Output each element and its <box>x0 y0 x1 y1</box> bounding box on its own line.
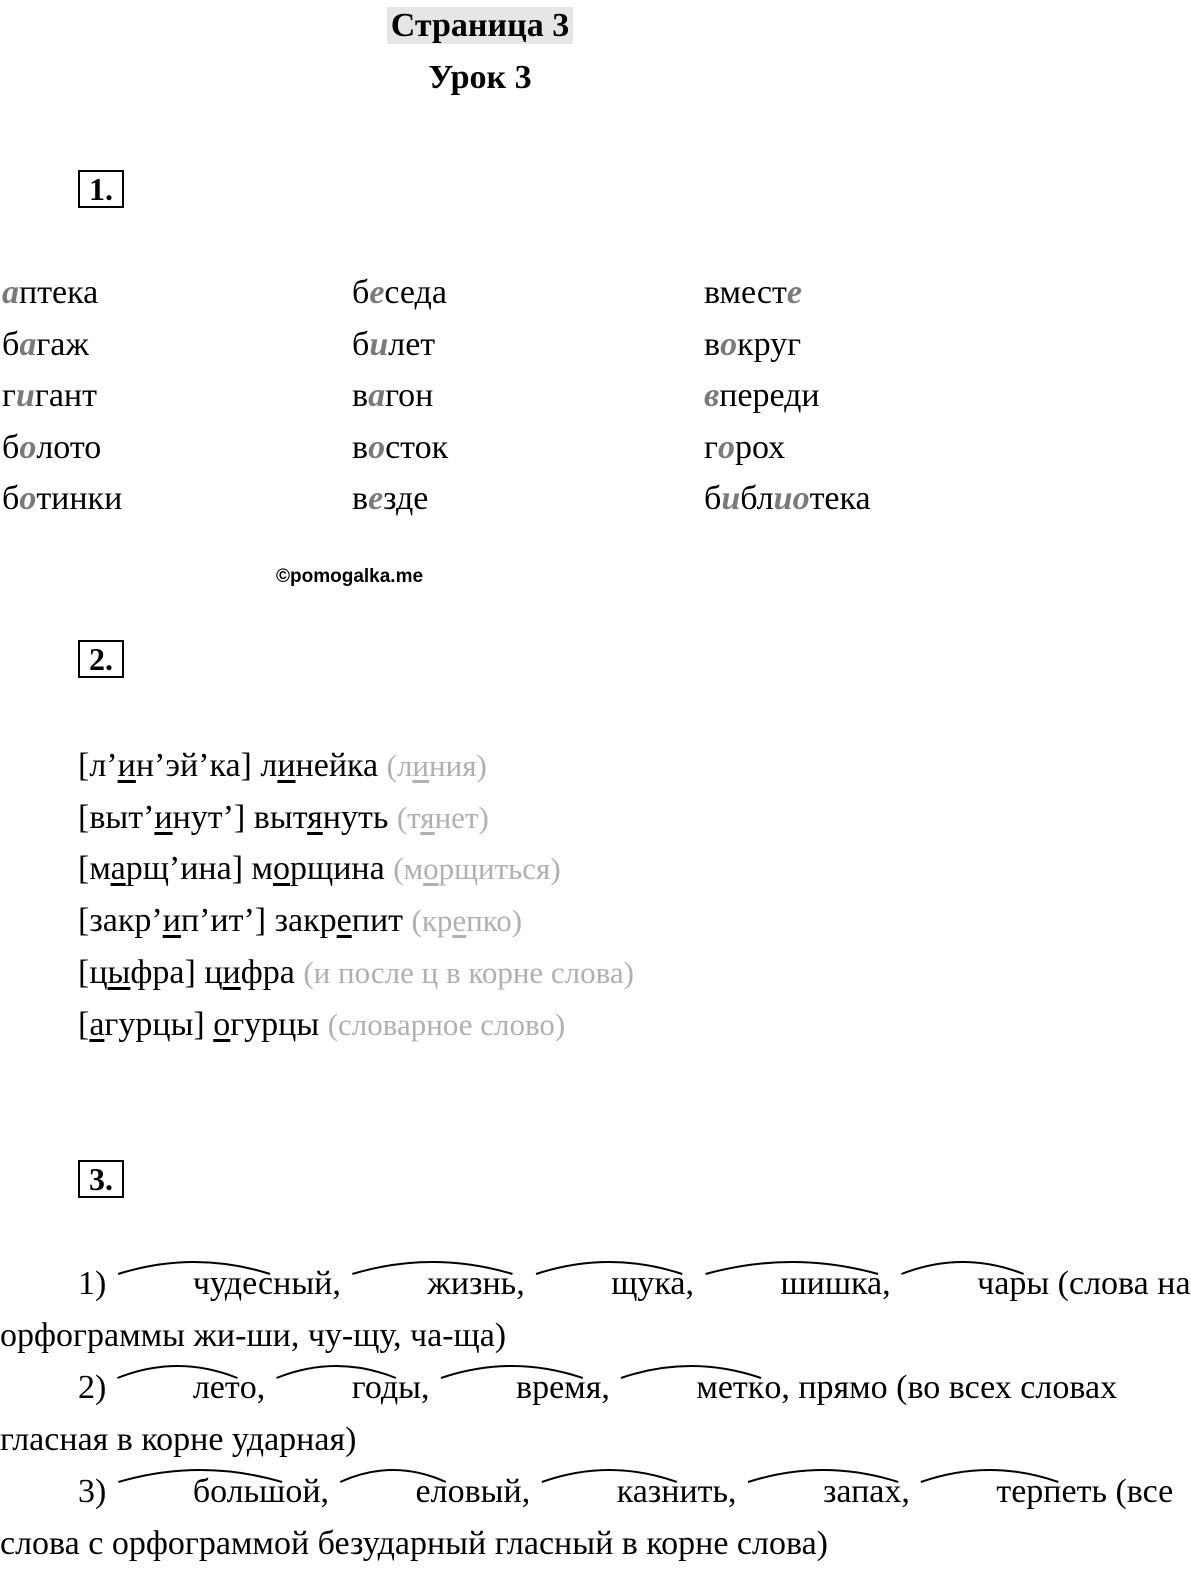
arc-mark <box>438 1360 586 1380</box>
transcription-line <box>78 740 634 792</box>
word-part: бл <box>740 480 774 517</box>
underlined-letter: е <box>336 902 352 940</box>
word-part: зде <box>383 480 429 517</box>
root-arc <box>702 1258 882 1310</box>
word-part: г <box>2 377 16 414</box>
word-part: в <box>352 480 369 517</box>
hint-text: я <box>420 799 435 835</box>
vowel-highlight: а <box>2 274 19 311</box>
line-text: фра] ц <box>130 953 223 991</box>
root-text: шишка <box>780 1265 883 1302</box>
hint-text: (кр <box>411 903 453 939</box>
underlined-letter: о <box>273 850 291 888</box>
word-part: лото <box>36 428 102 466</box>
root-arc <box>115 1258 273 1310</box>
vowel-highlight: а <box>19 325 37 363</box>
vowel-highlight: е <box>786 274 802 311</box>
underlined-letter: я <box>307 798 323 836</box>
paragraph-text: 1) <box>78 1265 115 1302</box>
word-item <box>704 370 871 422</box>
underlined-letter: и <box>277 747 296 784</box>
root-arc <box>539 1466 680 1518</box>
vowel-highlight: о <box>792 480 810 517</box>
root-arc <box>274 1362 398 1414</box>
underlined-letter: ы <box>107 953 131 991</box>
word-item <box>2 422 122 474</box>
paragraph-text: , <box>901 1473 919 1510</box>
paragraph-first-line <box>0 1466 1174 1518</box>
vowel-highlight: е <box>369 274 385 311</box>
transcription-line <box>78 947 634 999</box>
arc-mark <box>338 1464 448 1484</box>
hint-text: (т <box>396 799 421 835</box>
word-part: в <box>704 325 721 363</box>
root-text: чар <box>977 1265 1027 1302</box>
word-part: птека <box>19 274 99 311</box>
word-part: б <box>352 325 370 363</box>
word-item <box>704 422 871 474</box>
word-part: тинки <box>36 480 123 517</box>
root-text: метк <box>696 1369 765 1406</box>
root-text: ел <box>415 1473 448 1510</box>
word-part: гон <box>385 377 434 414</box>
root-text: врем <box>516 1369 586 1406</box>
transcription-list <box>78 740 634 1050</box>
root-text: казн <box>616 1473 680 1510</box>
underlined-letter: а <box>89 1005 105 1043</box>
vowel-highlight: о <box>717 428 735 466</box>
vowel-highlight: в <box>704 377 720 414</box>
word-part: г <box>704 428 718 466</box>
line-text: пит <box>351 902 412 940</box>
arc-mark <box>274 1360 398 1380</box>
arc-mark <box>533 1256 685 1276</box>
root-text: запах <box>823 1473 902 1510</box>
vowel-highlight: о <box>19 428 37 466</box>
word-part: круг <box>737 325 802 363</box>
arc-mark <box>539 1464 680 1484</box>
paragraph-text: ой, <box>285 1473 338 1510</box>
vowel-highlight: о <box>19 480 37 517</box>
line-text: гурцы] <box>104 1005 214 1043</box>
underlined-letter: о <box>213 1005 231 1043</box>
paragraph-text: еть (все <box>1061 1473 1174 1510</box>
root-arc <box>438 1362 586 1414</box>
transcription-line <box>78 895 634 947</box>
line-text: [закр’ <box>78 902 163 940</box>
root-text: больш <box>192 1473 286 1510</box>
line-text: [л’ <box>78 747 118 784</box>
word-part: в <box>352 428 369 466</box>
line-text: рщина <box>290 850 394 888</box>
hint-text: рщиться) <box>438 851 561 887</box>
word-column-1 <box>2 267 122 525</box>
paragraph-text: ы (слова на <box>1026 1265 1191 1302</box>
hint-text: е <box>452 903 467 939</box>
arc-mark <box>702 1256 882 1276</box>
word-item <box>2 370 122 422</box>
root-arc <box>349 1258 516 1310</box>
word-item <box>352 319 448 371</box>
lesson-title: Урок 3 <box>428 59 532 96</box>
word-part: лет <box>388 325 436 363</box>
paragraph-text: ить, <box>679 1473 745 1510</box>
root-arc <box>115 1466 286 1518</box>
word-part: переди <box>719 377 820 414</box>
word-item <box>2 319 122 371</box>
arc-mark <box>745 1464 901 1484</box>
word-item <box>352 370 448 422</box>
root-arc <box>338 1466 448 1518</box>
arc-mark <box>618 1360 764 1380</box>
hint-text: ния) <box>429 748 487 783</box>
line-text: нут’] выт <box>172 798 308 836</box>
underlined-letter: а <box>110 850 126 888</box>
paragraph-text: , <box>516 1265 534 1302</box>
word-item <box>352 422 448 474</box>
paragraph-text: ы, <box>398 1369 439 1406</box>
paragraph-text: , <box>882 1265 900 1302</box>
word-part: б <box>704 480 722 517</box>
arc-mark <box>115 1464 286 1484</box>
root-text: жизнь <box>427 1265 517 1302</box>
vowel-highlight: и <box>773 480 793 517</box>
root-arc <box>745 1466 901 1518</box>
paragraph-text: ный, <box>273 1265 350 1302</box>
line-text: фра <box>240 953 304 991</box>
word-item <box>352 473 448 525</box>
root-arc <box>918 1466 1061 1518</box>
hint-text: (м <box>393 851 424 887</box>
word-item <box>704 473 871 525</box>
hint-text: пко) <box>466 903 523 939</box>
word-part: рох <box>734 428 786 466</box>
arc-mark <box>115 1256 273 1276</box>
line-text: [ <box>78 1005 90 1043</box>
paragraph-continuation: слова с орфограммой безударный гласный в корне слова) <box>0 1525 829 1562</box>
transcription-line <box>78 792 634 844</box>
word-item <box>2 473 122 525</box>
transcription-line <box>78 843 634 895</box>
word-column-3 <box>704 267 871 525</box>
paragraph-text: овый, <box>447 1473 539 1510</box>
paragraph-text: о, прямо (во всех словах <box>764 1369 1118 1406</box>
word-item <box>352 267 448 319</box>
word-part: тека <box>809 480 871 517</box>
root-arc <box>618 1362 764 1414</box>
word-part: б <box>2 428 20 466</box>
line-text: п’ит’] закр <box>180 902 337 940</box>
word-part: б <box>2 480 20 517</box>
root-arc <box>115 1362 240 1414</box>
page-title <box>0 4 960 48</box>
line-text: н’эй’ка] л <box>135 747 278 784</box>
arc-mark <box>918 1464 1061 1484</box>
line-text: [ц <box>78 953 108 991</box>
root-arc <box>899 1258 1026 1310</box>
hint-text: и <box>412 748 430 783</box>
paragraph-text: я, <box>585 1369 619 1406</box>
word-part: гаж <box>36 325 89 363</box>
hint-text: (словарное слово) <box>327 1006 566 1042</box>
underlined-letter: и <box>222 953 241 991</box>
task-3-number: 3. <box>78 1160 124 1198</box>
line-text: гурцы <box>230 1005 328 1043</box>
paragraph-continuation: орфограммы жи-ши, чу-щу, ча-ща) <box>0 1317 507 1354</box>
word-part: вмест <box>704 274 787 311</box>
paragraph-first-line <box>0 1362 1118 1414</box>
arc-mark <box>899 1256 1026 1276</box>
paragraph-first-line <box>0 1258 1191 1310</box>
vowel-highlight: о <box>720 325 738 363</box>
paragraph-continuation: гласная в корне ударная) <box>0 1421 357 1458</box>
underlined-letter: и <box>154 798 173 836</box>
line-text: нуть <box>322 798 397 836</box>
hint-text: о <box>423 851 439 887</box>
paragraph-text: 2) <box>78 1369 115 1406</box>
vowel-highlight: и <box>721 480 741 517</box>
word-item <box>704 319 871 371</box>
word-part: седа <box>384 274 447 311</box>
task-2-number: 2. <box>78 640 124 678</box>
root-text: щука <box>611 1265 686 1302</box>
word-item <box>2 267 122 319</box>
line-text: нейка <box>295 747 387 784</box>
hint-text: нет) <box>434 799 489 835</box>
hint-text: (л <box>386 748 413 783</box>
root-text: лет <box>192 1369 240 1406</box>
line-text: рщ’ина] м <box>125 850 274 888</box>
underlined-letter: и <box>162 902 181 940</box>
vowel-highlight: и <box>15 377 35 414</box>
vowel-highlight: е <box>368 480 384 517</box>
word-part: гант <box>34 377 97 414</box>
watermark: ©pomogalka.me <box>276 566 424 587</box>
root-text: чудес <box>192 1265 274 1302</box>
line-text: [выт’ <box>78 798 155 836</box>
hint-text: (и после ц в корне слова) <box>303 954 634 990</box>
word-part: б <box>352 274 370 311</box>
root-arc <box>533 1258 685 1310</box>
vowel-highlight: а <box>368 377 386 414</box>
arc-mark <box>349 1256 516 1276</box>
root-text: терп <box>996 1473 1062 1510</box>
transcription-line <box>78 999 634 1051</box>
paragraph-text: о, <box>239 1369 274 1406</box>
page-title-text: Страница 3 <box>387 7 573 44</box>
paragraph-text: , <box>685 1265 703 1302</box>
line-text: [м <box>78 850 111 888</box>
word-item <box>704 267 871 319</box>
arc-mark <box>115 1360 240 1380</box>
root-paragraphs <box>0 1258 1191 1570</box>
vowel-highlight: о <box>368 428 386 466</box>
word-part: сток <box>385 428 449 466</box>
word-part: б <box>2 325 20 363</box>
vowel-highlight: и <box>369 325 389 363</box>
task-1-number: 1. <box>78 170 124 208</box>
word-column-2 <box>352 267 448 525</box>
root-text: год <box>351 1369 399 1406</box>
paragraph-text: 3) <box>78 1473 115 1510</box>
word-part: в <box>352 377 369 414</box>
underlined-letter: и <box>117 747 136 784</box>
